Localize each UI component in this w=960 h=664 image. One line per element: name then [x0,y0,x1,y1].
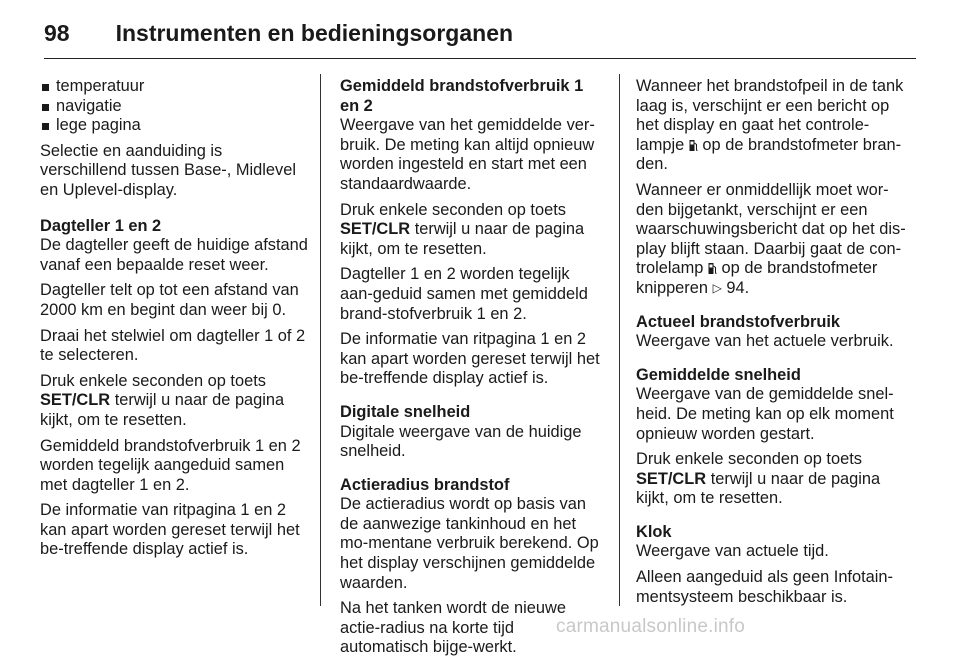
column-1 [40,77,308,566]
section-heading: Dagteller 1 en 2 [40,216,162,235]
paragraph: De dagteller geeft de huidige afstand vanaf een bepaalde reset weer. [40,236,308,274]
section-heading: Gemiddelde snelheid [636,365,801,384]
page-reference-arrow-icon: ▷ [712,280,722,295]
paragraph: Gemiddeld brandstofverbruik 1 en 2 worden tegelijk aangeduid samen met dagteller 1 en 2. [40,436,301,494]
list-item: temperatuur [40,77,308,97]
paragraph: Dagteller telt op tot een afstand van 2000 km en begint dan weer bij 0. [40,281,299,319]
paragraph: Weergave van de gemiddelde snel-heid. De meting kan op elk moment opnieuw worden gestart. [636,385,894,443]
paragraph: Weergave van actuele tijd. [636,542,829,561]
bullet-square-icon [42,123,49,130]
page-header [44,20,513,50]
paragraph: Draai het stelwiel om dagteller 1 of 2 te selecteren. [40,326,306,365]
header-rule [44,58,916,59]
column-divider [619,74,620,606]
list-item: lege pagina [40,116,308,136]
paragraph: Weergave van het gemiddelde ver-bruik. De meting kan altijd opnieuw worden ingesteld en start met een standaardwaarde. [340,116,595,193]
key-label: SET/CLR [40,391,111,410]
section-current-consumption [636,313,908,352]
paragraph: Digitale weergave van de huidige snelheid. [340,422,582,461]
column-divider [320,74,321,606]
paragraph: De informatie van ritpagina 1 en 2 kan apart worden gereset terwijl het be-treffende display actief is. [40,501,300,559]
paragraph: Alleen aangeduid als geen Infotain-mentsysteem beschikbaar is. [636,568,893,606]
section-heading: Gemiddeld brandstofverbruik 1 en 2 [340,77,584,115]
paragraph: Druk enkele seconden op toets SET/CLR terwijl u naar de pagina kijkt, om te resetten. [636,450,881,508]
paragraph: Druk enkele seconden op toets SET/CLR terwijl u naar de pagina kijkt, om te resetten. [340,200,585,258]
watermark: carmanualsonline.info [556,616,746,637]
page-number: 98 [44,20,70,46]
key-label: SET/CLR [340,220,411,239]
paragraph: Dagteller 1 en 2 worden tegelijk aan-geduid samen met gemiddeld brand-stofverbruik 1 en 2. [340,265,588,323]
section-low-fuel [636,77,908,299]
page-title: Instrumenten en bedieningsorganen [115,20,514,46]
paragraph: Na het tanken wordt de nieuwe actie-radius na korte tijd automatisch bijge-werkt. [340,599,566,657]
section-avg-speed [636,366,908,509]
paragraph: Druk enkele seconden op toets SET/CLR terwijl u naar de pagina kijkt, om te resetten. [40,371,285,429]
fuel-pump-icon [689,139,698,152]
section-digital-speed [340,403,606,462]
paragraph: De actieradius wordt op basis van de aanwezige tankinhoud en het mo-mentane verbruik berekend. Op het display verschijnen gemiddelde waarden. [340,495,599,592]
bullet-square-icon [42,84,49,91]
intro-paragraph: Selectie en aanduiding is verschillend tussen Base-, Midlevel en Uplevel-display. [40,141,296,199]
column-2 [340,77,606,664]
key-label: SET/CLR [636,469,707,488]
column-3 [636,77,908,613]
bullet-list [40,77,308,136]
page-reference[interactable]: 94. [726,278,750,297]
fuel-pump-icon [708,262,717,275]
section-heading: Actueel brandstofverbruik [636,312,841,331]
section-heading: Digitale snelheid [340,402,471,421]
section-avg-consumption [340,77,606,389]
section-clock [636,523,908,607]
bullet-square-icon [42,104,49,111]
paragraph: Weergave van het actuele verbruik. [636,332,894,351]
section-heading: Klok [636,522,672,541]
section-tripmeter [40,217,308,561]
paragraph: De informatie van ritpagina 1 en 2 kan apart worden gereset terwijl het be-treffende display actief is. [340,330,600,388]
paragraph: Wanneer het brandstofpeil in de tank laag is, verschijnt er een bericht op het display en gaat het controle-lampje op de brandstofmeter bran-den. [636,77,904,174]
paragraph: Wanneer er onmiddellijk moet wor-den bijgetankt, verschijnt er een waarschuwingsbericht dat op het dis-play blijft staan. Daarbij gaat de con-trolelamp op de brandstofmeter knipperen ▷ 94. [636,180,906,297]
list-item: navigatie [40,97,308,117]
section-heading: Actieradius brandstof [340,475,510,494]
